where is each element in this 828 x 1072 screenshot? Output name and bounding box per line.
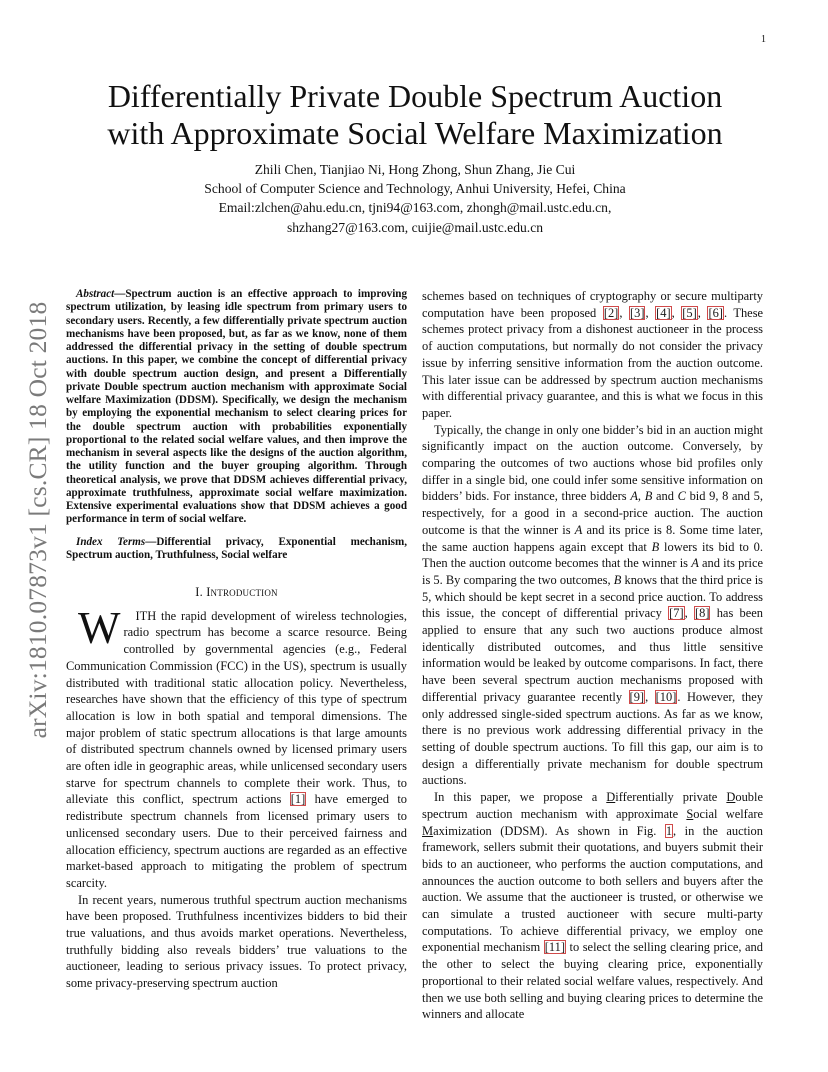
title-line-2: with Approximate Social Welfare Maximization [107,115,723,151]
affiliation: School of Computer Science and Technology, Anhui University, Hefei, China [204,181,626,197]
text: aximization (DDSM). As shown in Fig. [433,823,665,838]
citation-link[interactable]: [3] [629,305,645,320]
author-block [70,160,760,237]
abstract-label: Abstract [76,288,115,300]
math-var: B [651,539,660,554]
intro-p1-text: ITH the rapid development of wireless technologies, radio spectrum has become a scarce resource. Being controlled by governmental agencies (e.g., Federal Communication Commission (FCC) in the US), spectrum is usually distributed with traditional static allocation policy. Nevertheless, researches have shown that the efficiency of this type of spectrum allocation is low in both spatial and temporal dimensions. The major problem of static spectrum allocations is that large amounts of distributed spectrum channels owned by licensed primary users are often idle in geographic areas, while unlicensed secondary users starve for spectrum channels to complete their work. Thus, to alleviate this conflict, spectrum actions [66,608,407,807]
right-paragraph-1: schemes based on techniques of cryptography or secure multiparty computation have been proposed [2], [3], [4], [5], [6]. These schemes protect privacy from a dishonest auctioneer in the process of auction computations, but normally do not consider the privacy issue by inferring sensitive information from the auction outcome. This later issue can be addressed by spectrum auction mechanisms with differential privacy guarantee, and this is what we focus in this paper. [422,289,764,420]
paper-title [70,78,760,152]
citation-link[interactable]: [8] [694,606,710,621]
text: and [652,489,678,504]
citation-link[interactable]: [1] [290,792,306,807]
right-paragraph-3 [422,789,763,1023]
text: and its price is 8. Some time later, the same auction happens again except that [422,522,763,554]
intro-paragraph-2: In recent years, numerous truthful spectrum auction mechanisms have been proposed. Truthfulness incentivizes bidders to bid their true valuations, and thus avoids market operations. Nevertheless, truthfully bidding also reveals bidders’ true valuations to the auctioneer, leading to serious privacy issues. To protect privacy, some privacy-preserving spectrum auction [66,892,407,991]
text: ifferentially private [615,790,727,805]
text: . However, they only addressed single-sided spectrum auctions. As far as we know, there is no previous work addressing differential privacy in the setting of double spectrum auctions. To fill this gap, our aim is to design a differentially private mechanism for double spectrum auctions. [422,689,764,788]
right-p1-text: schemes based on techniques of cryptography or secure multiparty computation have been proposed [422,289,763,320]
math-var: C [677,489,686,504]
text: to select the selling clearing price, and the other to select the buying clearing price, exponentially proportional to their related social welfare values, respectively. And then we use both selling and buying clearing prices to determine the winners and allocate [422,940,763,1022]
intro-p1-tail: have emerged to redistribute spectrum channels from licensed primary users to unlicensed secondary users. Due to their perceived fairness and allocation efficiency, spectrum auctions are regarded as an effective market-based approach to mitigating the problem of spectrum scarcity. [66,792,407,890]
email-line-2: shzhang27@163.com, cuijie@mail.ustc.edu.cn [286,219,544,235]
right-paragraph-2: Typically, the change in only one bidder’s bid in an auction might significantly impact on the auction outcome. Conversely, by comparing the outcomes of two auctions whose bid profiles only differ in a single bid, one could infer some sensitive information on bidders’ bids. For instance, three bidders A, B and C bid 9, 8 and 5, respectively, for a good in a second-price auction. The auction outcome is that the winner is A and its price is 8. Some time later, the same auction happens again except that B lowers its bid to 0. Then the auction outcome becomes that the winner is A and its price is 5. By comparing the two outcomes, B knows that the third price is 5, which should be kept secret in a second price auction. To address this issue, the concept of differential privacy [7], [8] has been applied to ensure that any such two auctions produce almost identically distributed outcomes, and thus little sensitive information would be leaked by outcome comparisons. In fact, there have been several spectrum auction mechanisms proposed with differential privacy guarantee recently [9], [10]. However, they only addressed single-sided spectrum auctions. As far as we know, there is no previous work addressing differential privacy in the setting of double spectrum auctions. To fill this gap, our aim is to design a differentially private mechanism for double spectrum auctions. [422,422,764,788]
citation-link[interactable]: [9] [629,689,645,704]
text: bid 9, 8 and 5, respectively, for a good in a second-price auction. The auction outcome is that the winner is [422,489,763,537]
figure-link[interactable]: 1 [665,823,673,838]
text: ouble spectrum auction mechanism with approximate [422,790,763,821]
math-var: B [644,489,653,504]
citation-link[interactable]: [10] [655,689,677,704]
text: , [637,489,645,504]
email-line-1: Email:zlchen@ahu.edu.cn, tjni94@163.com, zhongh@mail.ustc.edu.cn, [218,200,612,216]
text: knows that the third price is 5, which should be kept secret in a second price auction. To address this issue, the concept of differential privacy [422,572,764,621]
drop-cap: W [78,602,121,653]
text: has been applied to ensure that any such two auctions produce almost identically distributed outcomes, and thus little sensitive information would be leaked by outcome comparisons. In fact, there have been several spectrum auction mechanisms proposed with differential privacy guarantee recently [422,606,764,704]
math-var: A [691,556,699,571]
math-var: A [630,489,638,504]
citation-link[interactable]: [7] [669,606,684,621]
left-column [66,288,407,992]
arxiv-stamp: arXiv:1810.07873v1 [cs.CR] 18 Oct 2018 [23,301,52,739]
section-number: I. [195,585,203,599]
author-names: Zhili Chen, Tianjiao Ni, Hong Zhong, Shun Zhang, Jie Cui [254,162,576,177]
math-var: A [574,522,583,537]
math-var: B [613,572,622,587]
citation-link[interactable]: [5] [682,305,697,320]
abstract [66,288,407,527]
underlined-letter: S [686,806,694,821]
citation-link[interactable]: [4] [656,305,671,320]
text: lowers its bid to 0. Then the auction outcome becomes that the winner is [422,539,763,571]
page-number: 1 [761,34,766,45]
title-line-1: Differentially Private Double Spectrum Auction [107,78,723,114]
underlined-letter: M [422,823,434,838]
index-terms-text: —Differential privacy, Exponential mechanism, Spectrum auction, Truthfulness, Social welfare [66,535,407,561]
text: and its price is 5. By comparing the two outcomes, [422,556,763,587]
citation-link[interactable]: [11] [544,940,565,955]
section-heading [66,584,407,601]
index-terms [66,536,407,563]
abstract-text: —Spectrum auction is an effective approach to improving spectrum utilization, by leasing idle spectrum from primary users to secondary users. Recently, a few differentially private spectrum auction mechanisms have been proposed, but, as far as we know, none of them addressed the differential privacy in the setting of double spectrum auctions. In this paper, we combine the concept of differential privacy with double spectrum auction design, and present a Differentially private Double spectrum auction mechanism with approximate Social welfare Maximization (DDSM). Specifically, we design the mechanism by employing the exponential mechanism to select clearing prices for the double spectrum auction with probabilities exponentially proportional to the related social welfare values, and then improve the mechanism in several aspects like the designs of the auction algorithm, the utility function and the buyer grouping algorithm. Through theoretical analysis, we prove that DDSM achieves differential privacy, approximate truthfulness, approximate social welfare maximization. Extensive experimental evaluations show that DDSM achieves a good performance in term of social welfare. [66,288,407,526]
underlined-letter: D [726,790,736,805]
citation-link[interactable]: [2] [603,305,619,320]
index-terms-label: Index Terms [76,535,146,548]
underlined-letter: D [606,790,616,805]
text: , in the auction framework, sellers submit their quotations, and buyers submit their bids to an auctioneer, who performs the auction computations, and announces the auction outcome to both sellers and buyers after the auction. We assume that the auctioneer is trusted, or otherwise we can simulate a trusted auctioneer with secure multi-party computations. To achieve differential privacy, we employ one exponential mechanism [422,823,763,955]
right-p1-tail: . These schemes protect privacy from a dishonest auctioneer in the process of auction computations, but normally do not consider the privacy issue by inferring sensitive information from the auction outcome. This later issue can be addressed by spectrum auction mechanisms with differential privacy guarantee, and this is what we focus in this paper. [422,305,764,420]
text: ocial welfare [693,806,763,821]
right-column [422,288,763,1023]
text: Typically, the change in only one bidder’s bid in an auction might significantly impact on the auction outcome. Conversely, by comparing the outcomes of two auctions whose bid profiles only differ in a single bid, one could infer some sensitive information on bidders’ bids. For instance, three bidders [422,422,763,504]
section-title: Introduction [206,585,278,599]
intro-paragraph-1 [66,602,407,892]
citation-link[interactable]: [6] [708,305,723,320]
text: In this paper, we propose a [434,790,607,805]
